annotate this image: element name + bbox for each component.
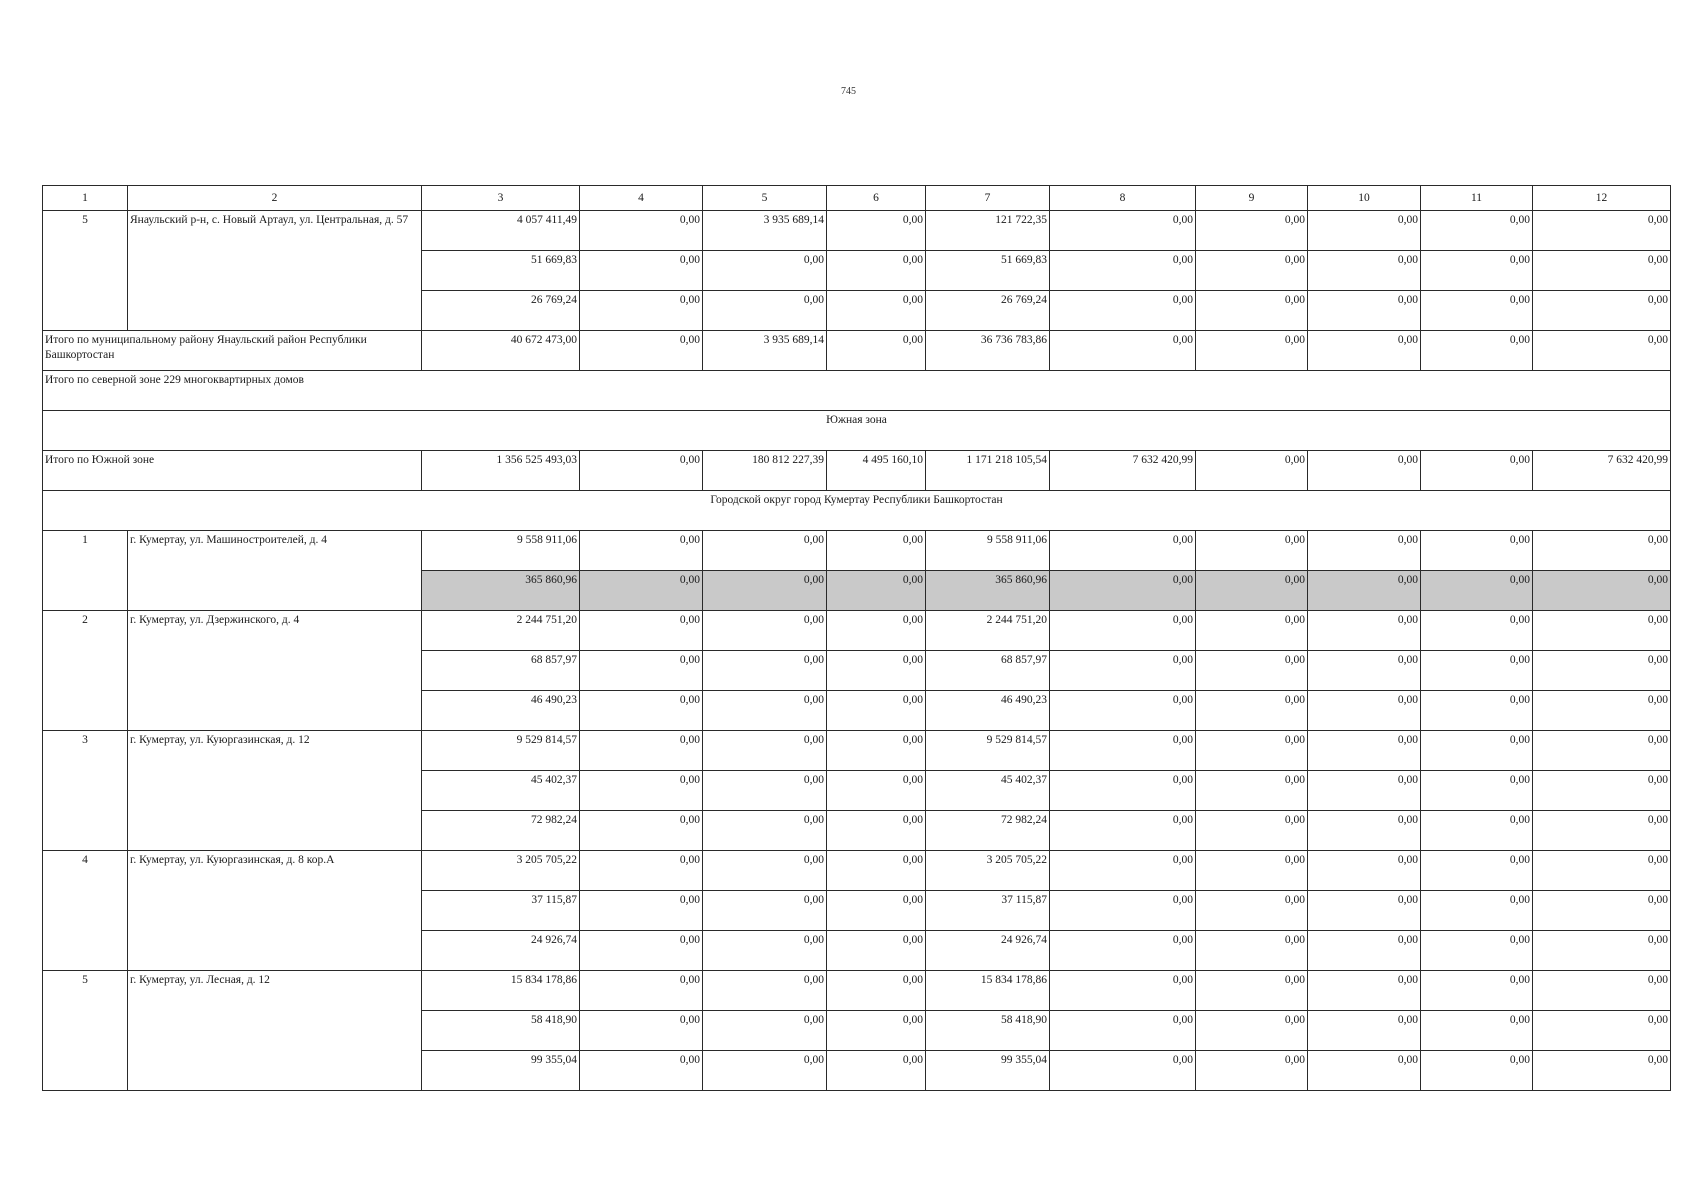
value-cell: 0,00 [580, 611, 703, 651]
value-cell: 24 926,74 [926, 931, 1050, 971]
value-cell: 68 857,97 [422, 651, 580, 691]
column-header: 2 [128, 186, 422, 211]
value-cell: 99 355,04 [422, 1051, 580, 1091]
value-cell: 0,00 [827, 971, 926, 1011]
value-cell: 0,00 [580, 851, 703, 891]
value-cell: 99 355,04 [926, 1051, 1050, 1091]
value-cell: 0,00 [1308, 571, 1421, 611]
total-value: 40 672 473,00 [422, 331, 580, 371]
value-cell: 72 982,24 [926, 811, 1050, 851]
value-cell: 0,00 [1196, 291, 1308, 331]
value-cell: 0,00 [1050, 611, 1196, 651]
value-cell: 0,00 [1196, 251, 1308, 291]
value-cell: 0,00 [1196, 771, 1308, 811]
total-value: 0,00 [1196, 331, 1308, 371]
value-cell: 0,00 [1533, 971, 1671, 1011]
total-value: 0,00 [580, 451, 703, 491]
total-value: 1 171 218 105,54 [926, 451, 1050, 491]
row-index: 3 [43, 731, 128, 851]
value-cell: 0,00 [1421, 971, 1533, 1011]
row-index: 1 [43, 531, 128, 611]
value-cell: 0,00 [1196, 691, 1308, 731]
value-cell: 0,00 [1050, 691, 1196, 731]
value-cell: 0,00 [1308, 531, 1421, 571]
table-row [43, 971, 1671, 1011]
value-cell: 0,00 [703, 931, 827, 971]
total-row [43, 331, 1671, 371]
column-header: 12 [1533, 186, 1671, 211]
value-cell: 0,00 [827, 651, 926, 691]
value-cell: 0,00 [580, 291, 703, 331]
value-cell: 45 402,37 [926, 771, 1050, 811]
value-cell: 0,00 [1308, 651, 1421, 691]
row-index: 5 [43, 971, 128, 1091]
table-body [43, 186, 1671, 1091]
value-cell: 0,00 [1421, 291, 1533, 331]
value-cell: 0,00 [1050, 291, 1196, 331]
value-cell: 0,00 [827, 851, 926, 891]
value-cell: 0,00 [1533, 251, 1671, 291]
value-cell: 0,00 [1533, 571, 1671, 611]
value-cell: 0,00 [1196, 1011, 1308, 1051]
value-cell: 0,00 [1421, 771, 1533, 811]
value-cell: 0,00 [1308, 291, 1421, 331]
total-value: 7 632 420,99 [1533, 451, 1671, 491]
value-cell: 0,00 [703, 731, 827, 771]
value-cell: 0,00 [827, 291, 926, 331]
value-cell: 0,00 [1308, 771, 1421, 811]
value-cell: 0,00 [1050, 211, 1196, 251]
value-cell: 0,00 [580, 931, 703, 971]
value-cell: 0,00 [1308, 251, 1421, 291]
column-header: 11 [1421, 186, 1533, 211]
address-cell: г. Кумертау, ул. Лесная, д. 12 [128, 971, 422, 1091]
value-cell: 0,00 [1308, 891, 1421, 931]
value-cell: 0,00 [1050, 971, 1196, 1011]
value-cell: 0,00 [1421, 931, 1533, 971]
value-cell: 0,00 [1050, 811, 1196, 851]
value-cell: 0,00 [1421, 691, 1533, 731]
value-cell: 0,00 [827, 251, 926, 291]
value-cell: 0,00 [1050, 1051, 1196, 1091]
value-cell: 0,00 [1533, 931, 1671, 971]
value-cell: 0,00 [703, 771, 827, 811]
value-cell: 3 205 705,22 [422, 851, 580, 891]
value-cell: 0,00 [1421, 891, 1533, 931]
value-cell: 0,00 [580, 971, 703, 1011]
value-cell: 0,00 [1421, 251, 1533, 291]
total-value: 0,00 [1050, 331, 1196, 371]
value-cell: 0,00 [827, 211, 926, 251]
value-cell: 58 418,90 [422, 1011, 580, 1051]
row-index: 2 [43, 611, 128, 731]
value-cell: 121 722,35 [926, 211, 1050, 251]
value-cell: 0,00 [580, 571, 703, 611]
value-cell: 0,00 [1421, 651, 1533, 691]
value-cell: 9 529 814,57 [926, 731, 1050, 771]
value-cell: 0,00 [1421, 611, 1533, 651]
value-cell: 0,00 [827, 771, 926, 811]
total-value: 0,00 [1533, 331, 1671, 371]
value-cell: 0,00 [1421, 1051, 1533, 1091]
value-cell: 26 769,24 [926, 291, 1050, 331]
value-cell: 0,00 [580, 691, 703, 731]
address-cell: г. Кумертау, ул. Куюргазинская, д. 8 кор.А [128, 851, 422, 971]
value-cell: 0,00 [1308, 691, 1421, 731]
value-cell: 0,00 [580, 891, 703, 931]
value-cell: 72 982,24 [422, 811, 580, 851]
total-value: 0,00 [1421, 451, 1533, 491]
value-cell: 0,00 [827, 811, 926, 851]
value-cell: 0,00 [580, 531, 703, 571]
value-cell: 0,00 [827, 731, 926, 771]
table-row [43, 731, 1671, 771]
value-cell: 0,00 [1050, 851, 1196, 891]
value-cell: 0,00 [827, 611, 926, 651]
total-value: 0,00 [827, 331, 926, 371]
value-cell: 0,00 [703, 611, 827, 651]
value-cell: 0,00 [827, 1011, 926, 1051]
value-cell: 0,00 [1050, 771, 1196, 811]
value-cell: 0,00 [1196, 811, 1308, 851]
value-cell: 0,00 [1308, 731, 1421, 771]
value-cell: 0,00 [1196, 571, 1308, 611]
value-cell: 0,00 [1308, 1011, 1421, 1051]
value-cell: 3 205 705,22 [926, 851, 1050, 891]
value-cell: 0,00 [827, 891, 926, 931]
total-value: 0,00 [1421, 331, 1533, 371]
total-value: 4 495 160,10 [827, 451, 926, 491]
address-cell: Янаульский р-н, с. Новый Артаул, ул. Центральная, д. 57 [128, 211, 422, 331]
column-header: 9 [1196, 186, 1308, 211]
value-cell: 15 834 178,86 [926, 971, 1050, 1011]
value-cell: 0,00 [1196, 931, 1308, 971]
address-cell: г. Кумертау, ул. Машиностроителей, д. 4 [128, 531, 422, 611]
section-row [43, 411, 1671, 451]
total-row [43, 451, 1671, 491]
value-cell: 0,00 [1050, 731, 1196, 771]
value-cell: 37 115,87 [926, 891, 1050, 931]
value-cell: 58 418,90 [926, 1011, 1050, 1051]
value-cell: 0,00 [1308, 931, 1421, 971]
value-cell: 0,00 [1421, 211, 1533, 251]
value-cell: 0,00 [1421, 1011, 1533, 1051]
value-cell: 0,00 [580, 651, 703, 691]
value-cell: 46 490,23 [926, 691, 1050, 731]
value-cell: 0,00 [1196, 731, 1308, 771]
value-cell: 0,00 [1421, 531, 1533, 571]
value-cell: 24 926,74 [422, 931, 580, 971]
value-cell: 0,00 [703, 851, 827, 891]
value-cell: 37 115,87 [422, 891, 580, 931]
value-cell: 0,00 [1533, 211, 1671, 251]
total-value: 180 812 227,39 [703, 451, 827, 491]
summary-row [43, 371, 1671, 411]
value-cell: 0,00 [827, 931, 926, 971]
column-header: 6 [827, 186, 926, 211]
value-cell: 0,00 [1533, 691, 1671, 731]
column-header: 7 [926, 186, 1050, 211]
value-cell: 0,00 [1533, 531, 1671, 571]
value-cell: 0,00 [1196, 851, 1308, 891]
table-row [43, 851, 1671, 891]
value-cell: 0,00 [1196, 651, 1308, 691]
value-cell: 46 490,23 [422, 691, 580, 731]
value-cell: 0,00 [1533, 1051, 1671, 1091]
value-cell: 0,00 [1050, 891, 1196, 931]
value-cell: 4 057 411,49 [422, 211, 580, 251]
total-value: 1 356 525 493,03 [422, 451, 580, 491]
value-cell: 0,00 [580, 251, 703, 291]
value-cell: 0,00 [1196, 1051, 1308, 1091]
value-cell: 2 244 751,20 [422, 611, 580, 651]
table-row [43, 211, 1671, 251]
value-cell: 0,00 [580, 211, 703, 251]
value-cell: 9 529 814,57 [422, 731, 580, 771]
value-cell: 0,00 [827, 531, 926, 571]
column-header: 3 [422, 186, 580, 211]
value-cell: 0,00 [703, 971, 827, 1011]
value-cell: 0,00 [703, 531, 827, 571]
value-cell: 51 669,83 [422, 251, 580, 291]
value-cell: 0,00 [580, 1011, 703, 1051]
column-header: 5 [703, 186, 827, 211]
value-cell: 0,00 [1196, 611, 1308, 651]
value-cell: 0,00 [580, 771, 703, 811]
value-cell: 0,00 [1308, 611, 1421, 651]
table-row [43, 531, 1671, 571]
section-title: Городской округ город Кумертау Республики Башкортостан [43, 491, 1671, 531]
total-value: 0,00 [580, 331, 703, 371]
value-cell: 0,00 [1421, 731, 1533, 771]
value-cell: 0,00 [1050, 251, 1196, 291]
value-cell: 0,00 [1196, 971, 1308, 1011]
value-cell: 0,00 [703, 811, 827, 851]
total-value: 36 736 783,86 [926, 331, 1050, 371]
value-cell: 0,00 [580, 1051, 703, 1091]
value-cell: 0,00 [1308, 211, 1421, 251]
value-cell: 45 402,37 [422, 771, 580, 811]
value-cell: 0,00 [703, 251, 827, 291]
value-cell: 9 558 911,06 [926, 531, 1050, 571]
address-cell: г. Кумертау, ул. Куюргазинская, д. 12 [128, 731, 422, 851]
total-value: 7 632 420,99 [1050, 451, 1196, 491]
value-cell: 0,00 [1533, 771, 1671, 811]
total-value: 0,00 [1196, 451, 1308, 491]
value-cell: 0,00 [703, 891, 827, 931]
value-cell: 0,00 [827, 571, 926, 611]
data-table [42, 185, 1671, 1091]
total-value: 0,00 [1308, 451, 1421, 491]
value-cell: 0,00 [1050, 931, 1196, 971]
value-cell: 0,00 [1533, 891, 1671, 931]
column-header: 10 [1308, 186, 1421, 211]
address-cell: г. Кумертау, ул. Дзержинского, д. 4 [128, 611, 422, 731]
summary-label: Итого по северной зоне 229 многоквартирных домов [43, 371, 1671, 411]
value-cell: 0,00 [1050, 531, 1196, 571]
value-cell: 0,00 [1533, 1011, 1671, 1051]
value-cell: 0,00 [1308, 851, 1421, 891]
value-cell: 0,00 [827, 691, 926, 731]
page-number: 745 [841, 86, 856, 97]
value-cell: 0,00 [1421, 851, 1533, 891]
value-cell: 0,00 [1533, 651, 1671, 691]
value-cell: 0,00 [703, 1011, 827, 1051]
value-cell: 3 935 689,14 [703, 211, 827, 251]
value-cell: 0,00 [1533, 611, 1671, 651]
row-index: 4 [43, 851, 128, 971]
value-cell: 0,00 [1050, 1011, 1196, 1051]
column-header-row [43, 186, 1671, 211]
value-cell: 0,00 [1533, 291, 1671, 331]
value-cell: 0,00 [703, 651, 827, 691]
total-value: 0,00 [1308, 331, 1421, 371]
total-label: Итого по Южной зоне [43, 451, 422, 491]
value-cell: 365 860,96 [926, 571, 1050, 611]
value-cell: 51 669,83 [926, 251, 1050, 291]
value-cell: 0,00 [1533, 811, 1671, 851]
value-cell: 0,00 [703, 691, 827, 731]
value-cell: 0,00 [580, 731, 703, 771]
value-cell: 0,00 [1308, 811, 1421, 851]
value-cell: 0,00 [703, 291, 827, 331]
value-cell: 0,00 [1421, 811, 1533, 851]
value-cell: 2 244 751,20 [926, 611, 1050, 651]
column-header: 8 [1050, 186, 1196, 211]
value-cell: 0,00 [580, 811, 703, 851]
value-cell: 365 860,96 [422, 571, 580, 611]
column-header: 1 [43, 186, 128, 211]
total-label: Итого по муниципальному району Янаульский район Республики Башкортостан [43, 331, 422, 371]
value-cell: 0,00 [1308, 971, 1421, 1011]
section-row [43, 491, 1671, 531]
value-cell: 0,00 [1196, 891, 1308, 931]
value-cell: 0,00 [1533, 731, 1671, 771]
value-cell: 0,00 [827, 1051, 926, 1091]
value-cell: 0,00 [1050, 651, 1196, 691]
value-cell: 26 769,24 [422, 291, 580, 331]
section-title: Южная зона [43, 411, 1671, 451]
value-cell: 0,00 [1533, 851, 1671, 891]
value-cell: 0,00 [1421, 571, 1533, 611]
value-cell: 68 857,97 [926, 651, 1050, 691]
table-row [43, 611, 1671, 651]
value-cell: 0,00 [703, 1051, 827, 1091]
value-cell: 0,00 [1196, 531, 1308, 571]
value-cell: 0,00 [1196, 211, 1308, 251]
total-value: 3 935 689,14 [703, 331, 827, 371]
value-cell: 15 834 178,86 [422, 971, 580, 1011]
value-cell: 9 558 911,06 [422, 531, 580, 571]
value-cell: 0,00 [1308, 1051, 1421, 1091]
row-index: 5 [43, 211, 128, 331]
value-cell: 0,00 [703, 571, 827, 611]
value-cell: 0,00 [1050, 571, 1196, 611]
column-header: 4 [580, 186, 703, 211]
